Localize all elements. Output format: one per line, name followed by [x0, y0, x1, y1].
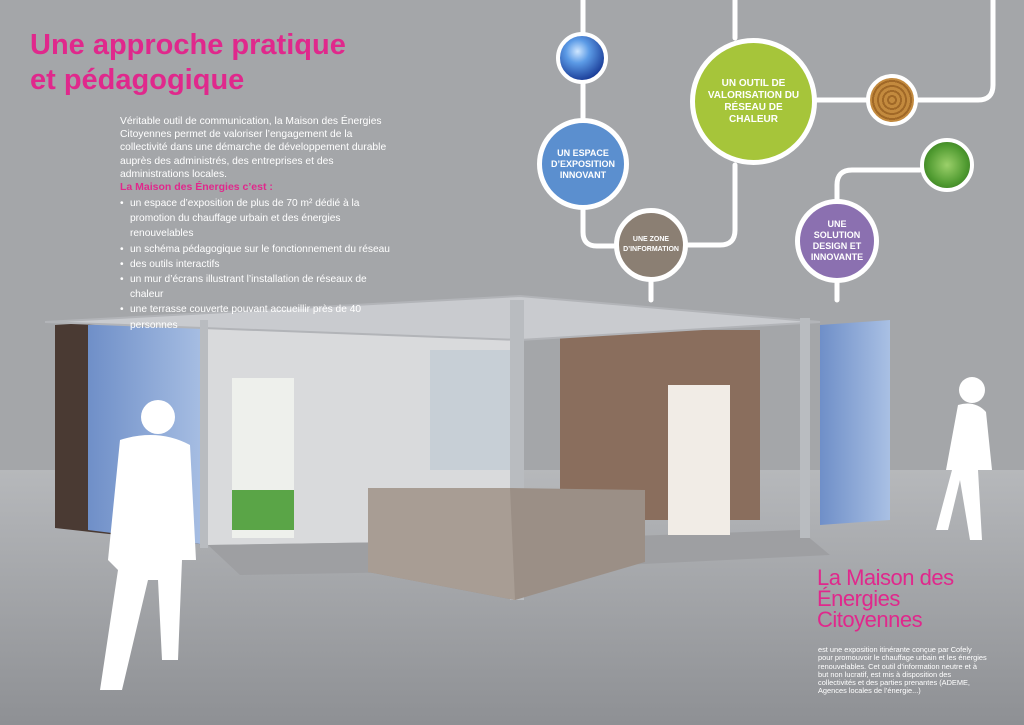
list-item: • un schéma pédagogique sur le fonctionnement du réseau — [120, 242, 400, 257]
features-list — [120, 196, 400, 333]
caption-title-line-1: La Maison des — [817, 565, 954, 590]
list-item: • des outils interactifs — [120, 257, 400, 272]
caption-body: est une exposition itinérante conçue par Cofely pour promouvoir le chauffage urbain et les énergies renouvelables. Cet outil d’information neutre et à but non lucratif, est mis à disposition des collectivités et des parties prenantes (ADEME, Agences locales de l’énergie...) — [818, 645, 987, 696]
bubble-espace-exposition — [537, 118, 629, 210]
list-item: • un mur d’écrans illustrant l’installation de réseaux de chaleur — [120, 272, 400, 302]
list-item: • une terrasse couverte pouvant accueillir près de 40 personnes — [120, 302, 400, 332]
page-title — [30, 28, 346, 98]
globe-icon — [556, 32, 608, 84]
title-line-2: et pédagogique — [30, 64, 245, 96]
list-item: • un espace d’exposition de plus de 70 m² dédié à la promotion du chauffage urbain et des énergies renouvelables — [120, 196, 400, 242]
bubble-label: UN ESPACE D’EXPOSITION INNOVANT — [550, 147, 615, 180]
bubble-label: UNE SOLUTION DESIGN ET INNOVANTE — [810, 219, 864, 262]
wood-texture-icon — [866, 74, 918, 126]
intro-paragraph: Véritable outil de communication, la Maison des Énergies Citoyennes permet de valoriser l’engagement de la collectivité dans une démarche de développement durable auprès des administrés, des entreprises et des administrations locales. — [120, 116, 387, 180]
caption-title-line-2: Énergies — [817, 586, 900, 611]
bubble-label: UN OUTIL DE VALORISATION DU RÉSEAU DE CHALEUR — [707, 77, 800, 125]
bubble-label: UNE ZONE D’INFORMATION — [623, 236, 679, 253]
features-subheading: La Maison des Énergies c’est : — [120, 181, 273, 193]
leaf-icon — [920, 138, 974, 192]
bubble-zone-information — [614, 208, 688, 282]
bubble-solution-design — [795, 199, 879, 283]
bubble-outil-valorisation — [690, 38, 817, 165]
caption-title-line-3: Citoyennes — [817, 607, 923, 632]
caption-title — [817, 567, 954, 630]
title-line-1: Une approche pratique — [30, 29, 346, 61]
